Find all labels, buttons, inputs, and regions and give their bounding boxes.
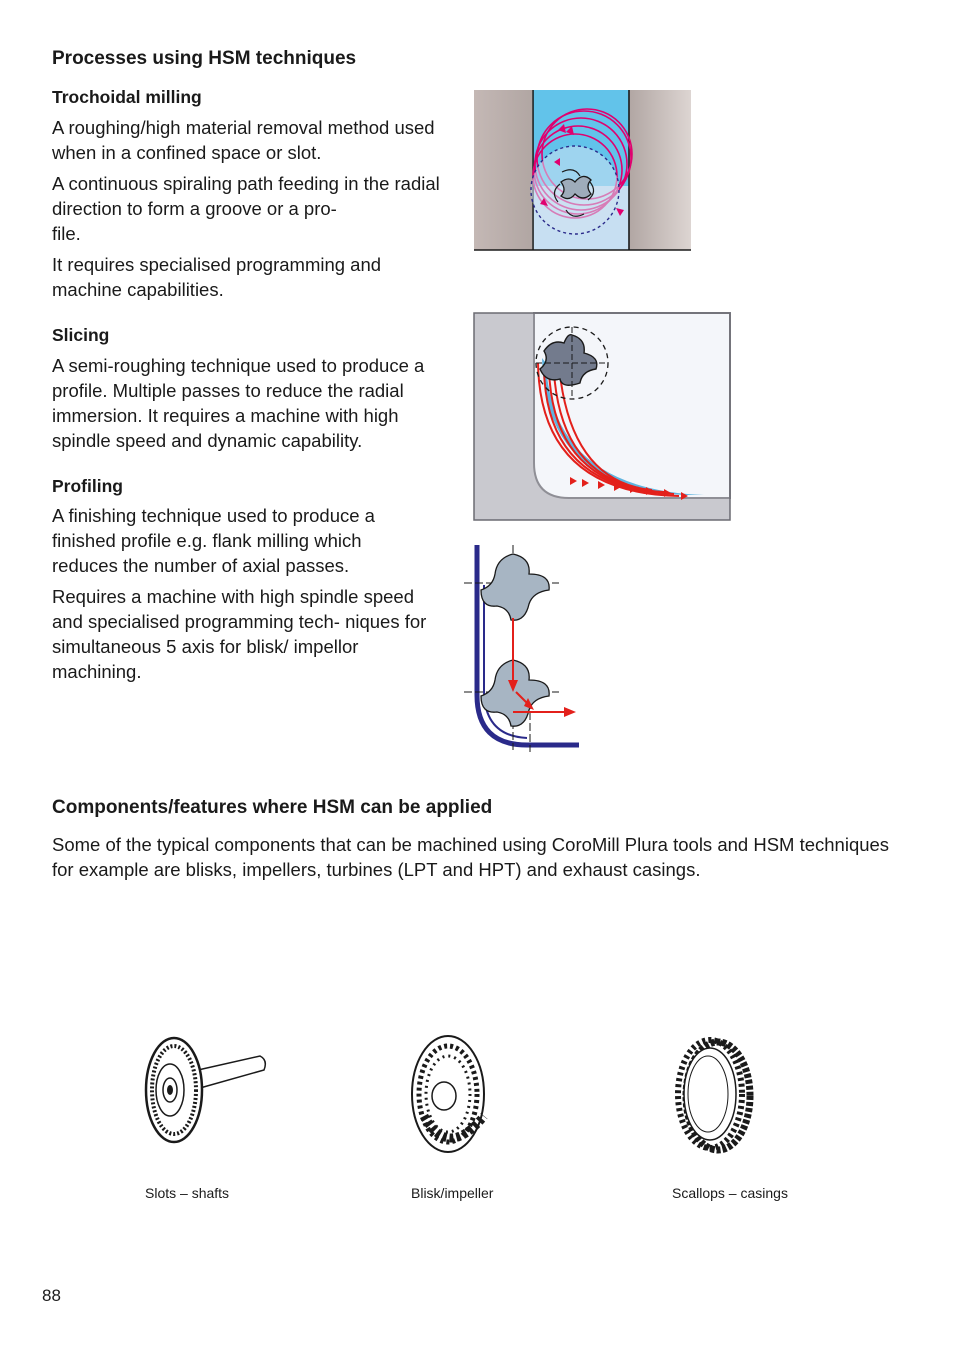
- trochoidal-paragraph-3: It requires specialised programming and machine capabilities.: [52, 254, 382, 300]
- trochoidal-paragraph-1: A roughing/high material removal method used when in a confined space or slot.: [52, 117, 435, 163]
- profiling-paragraph-2-line-b: niques for simultaneous 5 axis for blisk/ impellor machining.: [52, 611, 427, 682]
- trochoidal-milling-illustration: [474, 90, 692, 252]
- heading-slicing: Slicing: [52, 325, 110, 345]
- blisk-icon: [408, 1030, 494, 1156]
- caption-scallops-casings: Scallops – casings: [672, 1185, 788, 1201]
- components-paragraph: Some of the typical components that can be machined using CoroMill Plura tools and HSM techniques for example are blisks, impellers, turbines (LPT and HPT) and exhaust casings.: [52, 834, 890, 880]
- trochoidal-paragraph-2-line-a: A continuous spiraling path feeding in the radial direction to form a groove or a pro-: [52, 173, 440, 219]
- slicing-paragraph: A semi-roughing technique used to produce a profile. Multiple passes to reduce the radial immersion. It requires a machine with high spindle speed and dynamic capability.: [52, 355, 425, 451]
- heading-trochoidal-milling: Trochoidal milling: [52, 87, 202, 107]
- trochoidal-paragraph-2-line-b: file.: [52, 223, 81, 244]
- page-number: 88: [42, 1286, 61, 1305]
- profiling-illustration: [464, 540, 584, 755]
- shaft-gear-icon: [138, 1030, 270, 1142]
- caption-blisk-impeller: Blisk/impeller: [411, 1185, 494, 1201]
- profiling-paragraph-2: [52, 584, 437, 684]
- caption-slots-shafts: Slots – shafts: [145, 1185, 230, 1201]
- profiling-paragraph-2-line-a: Requires a machine with high spindle speed and specialised programming tech-: [52, 586, 414, 632]
- section-title-components: Components/features where HSM can be applied: [52, 797, 493, 818]
- casing-ring-icon: [668, 1034, 758, 1154]
- heading-profiling: Profiling: [52, 476, 123, 496]
- profiling-paragraph-1: A finishing technique used to produce a finished profile e.g. flank milling which reduces the number of axial passes.: [52, 505, 375, 576]
- trochoidal-paragraph-2: [52, 171, 442, 246]
- slicing-illustration: [474, 313, 731, 521]
- section-title-processes: Processes using HSM techniques: [52, 48, 357, 69]
